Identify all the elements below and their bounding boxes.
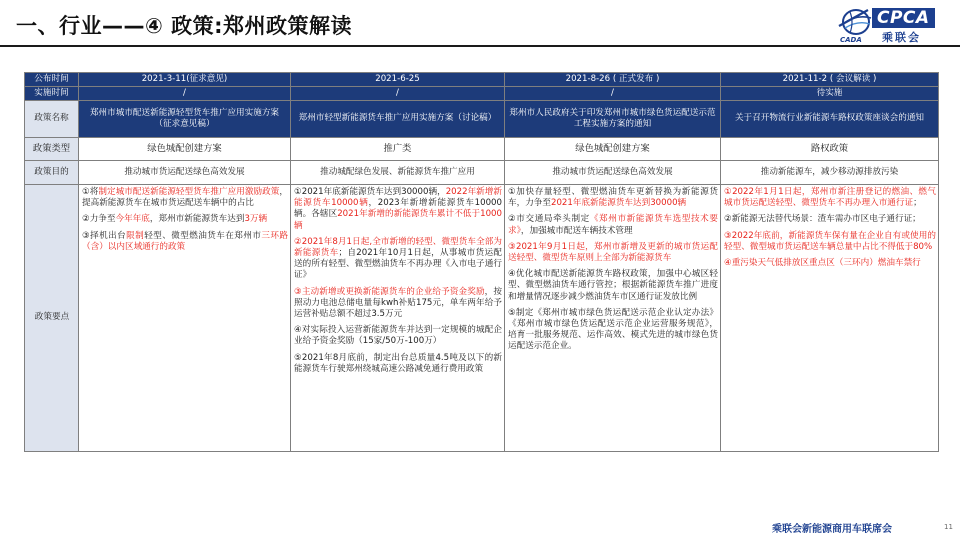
cell-points [505, 185, 721, 452]
policy-point [724, 231, 936, 253]
highlight-text: 三环路（含）以内区域通行的政策 [82, 230, 288, 252]
cell-points [291, 185, 505, 452]
label-policy-points: 政策要点 [25, 185, 79, 452]
policy-point [724, 214, 936, 225]
cell-type: 绿色城配创建方案 [79, 138, 291, 161]
cell-impl: / [79, 87, 291, 101]
policy-point [508, 308, 718, 353]
cell-date: 2021-8-26 ( 正式发布 ) [505, 73, 721, 87]
point-text: ，提高新能源货车在城市货运配送车辆中的占比 [82, 187, 288, 209]
point-text: ，郑州市新能源货车达到 [149, 214, 245, 225]
policy-point [294, 237, 502, 282]
point-text: ，2023年新增新能源货车10000辆。各辖区 [294, 198, 502, 220]
logo-brand-cn: 乘联会 [882, 31, 921, 44]
highlight-text: 2022年新增新能源货车10000辆 [294, 187, 502, 209]
cell-date: 2021-3-11(征求意见) [79, 73, 291, 87]
highlight-text: 2021年底新能源货车达到30000辆 [550, 198, 687, 209]
policy-point [724, 187, 936, 209]
policy-point [508, 214, 718, 236]
highlight-text: ③2021年9月1日起，郑州市新增及更新的城市货运配送轻型、微型货车原则上全部为新能源货车 [508, 241, 718, 264]
logo-sub-text: CADA [840, 36, 862, 44]
cell-points [79, 185, 291, 452]
point-text: ②新能源无法替代场景：渣车需办市区电子通行证； [724, 214, 921, 225]
cell-impl: / [291, 87, 505, 101]
point-text: ②力争至 [82, 214, 116, 225]
row-policy-name [25, 101, 939, 138]
label-policy-goal: 政策目的 [25, 161, 79, 185]
title-divider [0, 45, 960, 47]
cell-impl: 待实施 [721, 87, 939, 101]
point-text: ，按照动力电池总储电量每kwh补贴175元，单车两年给予运营补贴总额不超过3.5万元 [294, 286, 502, 320]
label-implementation: 实施时间 [25, 87, 79, 101]
highlight-text: 限制 [126, 230, 145, 241]
cell-date: 2021-6-25 [291, 73, 505, 87]
point-text: ⑤2021年8月底前，制定出台总质量4.5吨及以下的新能源货车行驶郑州绕城高速公路减免通行费用政策 [294, 352, 502, 374]
cell-goal: 推动新能源车，减少移动源排放污染 [721, 161, 939, 185]
point-text: ④对实际投入运营新能源货车并达到一定规模的城配企业给予资金奖励（15家/50万-100万） [294, 325, 502, 347]
point-text: ，加强城市配送车辆技术管理 [520, 225, 633, 236]
point-text: ①将 [82, 187, 99, 197]
policy-point [294, 187, 502, 232]
policy-table [24, 72, 939, 452]
point-text: ④优化城市配送新能源货车路权政策，加强中心城区轻型、微型燃油货车通行管控；根据新能源货车推广进度和增量情况逐步减少燃油货车市区通行证发放比例 [508, 269, 718, 302]
highlight-text: ③主动新增或更换新能源货车的企业给予资金奖励 [294, 286, 485, 297]
row-policy-goal [25, 161, 939, 185]
policy-point [294, 325, 502, 347]
highlight-text: ②2021年8月1日起,全市新增的轻型、微型货车全部为新能源货车 [294, 236, 502, 259]
highlight-text: ③2022年底前，新能源货车保有量在企业自有或使用的轻型、微型城市货运配送车辆总量中占比不得低于80% [724, 230, 936, 252]
policy-point [508, 187, 718, 209]
cell-type: 路权政策 [721, 138, 939, 161]
point-text: 轻型、微型燃油货车在郑州市 [144, 230, 262, 241]
cell-goal: 推动城市货运配送绿色高效发展 [505, 161, 721, 185]
point-text: ⑤制定《郑州市城市绿色货运配送示范企业认定办法》《郑州市城市绿色货运配送示范企业运营服务规范》，培育一批服务规范、运作高效、模式先进的城市绿色货运配送示范企业。 [508, 307, 718, 352]
cpca-logo [838, 6, 946, 46]
policy-point [82, 214, 288, 225]
row-policy-points [25, 185, 939, 452]
cell-name: 郑州市城市配送新能源轻型货车推广应用实施方案（征求意见稿） [79, 101, 291, 138]
cell-date: 2021-11-2 ( 会议解读 ) [721, 73, 939, 87]
highlight-text: 《郑州市新能源货车选型技术要求》 [508, 214, 718, 236]
cell-points [721, 185, 939, 452]
cell-impl: / [505, 87, 721, 101]
highlight-text: 3万辆 [244, 214, 268, 225]
cell-goal: 推动城配绿色发展、新能源货车推广应用 [291, 161, 505, 185]
row-implementation [25, 87, 939, 101]
row-publish-date [25, 73, 939, 87]
label-policy-type: 政策类型 [25, 138, 79, 161]
highlight-text: ④重污染天气低排放区重点区（三环内）燃油车禁行 [724, 258, 921, 269]
cell-name: 关于召开物流行业新能源车路权政策座谈会的通知 [721, 101, 939, 138]
policy-point [82, 231, 288, 253]
point-text: ①2021年底新能源货车达到30000辆， [294, 187, 446, 197]
highlight-text: 今年年底 [115, 214, 150, 225]
highlight-text: 2021年新增的新能源货车累计不低于1000辆 [294, 209, 502, 231]
cell-type: 绿色城配创建方案 [505, 138, 721, 161]
cell-name: 郑州市轻型新能源货车推广应用实施方案（讨论稿） [291, 101, 505, 138]
point-text: ③择机出台 [82, 230, 127, 241]
highlight-text: ①2022年1月1日起，郑州市新注册登记的燃油、燃气城市货运配送轻型、微型货车不再办理入市通行证 [724, 187, 936, 209]
page-number: 11 [944, 523, 953, 531]
row-policy-type [25, 138, 939, 161]
label-publish-date: 公布时间 [25, 73, 79, 87]
policy-point [508, 269, 718, 303]
cell-goal: 推动城市货运配送绿色高效发展 [79, 161, 291, 185]
point-text: ；自2021年10月1日起，从事城市货运配送的所有轻型、微型燃油货车不再办理《入市电子通行证》 [294, 248, 502, 281]
point-text: ； [913, 198, 922, 209]
cell-type: 推广类 [291, 138, 505, 161]
highlight-text: 制定城市配送新能源轻型货车推广应用激励政策 [98, 187, 280, 197]
page-title: 一、行业——④ 政策:郑州政策解读 [16, 14, 352, 38]
policy-point [724, 258, 936, 269]
point-text: ②市交通局牵头制定 [508, 214, 590, 225]
point-text: ①加快存量轻型、微型燃油货车更新替换为新能源货车，力争至 [508, 187, 718, 209]
policy-point [508, 242, 718, 264]
footer-org: 乘联会新能源商用车联席会 [772, 524, 892, 535]
policy-point [294, 353, 502, 375]
logo-brand: CPCA [872, 8, 935, 28]
policy-point [82, 187, 288, 209]
label-policy-name: 政策名称 [25, 101, 79, 138]
policy-point [294, 287, 502, 321]
cell-name: 郑州市人民政府关于印发郑州市城市绿色货运配送示范工程实施方案的通知 [505, 101, 721, 138]
